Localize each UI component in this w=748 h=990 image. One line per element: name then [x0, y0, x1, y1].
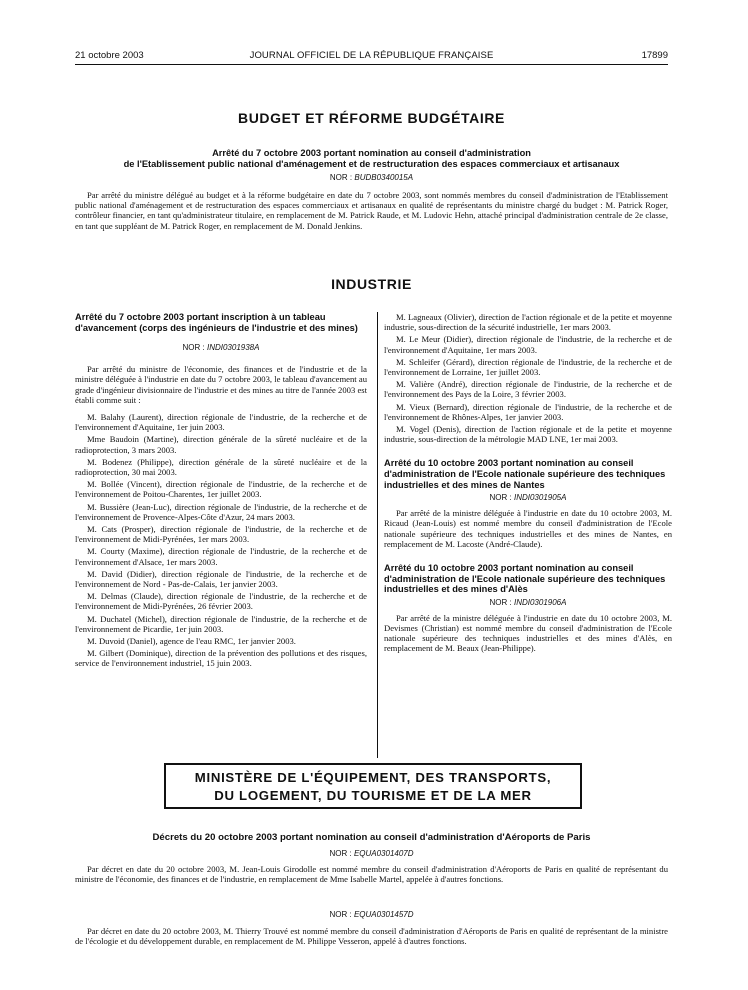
right-column: [384, 312, 672, 656]
header-journal-title: JOURNAL OFFICIEL DE LA RÉPUBLIQUE FRANÇAISE: [249, 50, 494, 61]
nor-label: NOR :: [489, 597, 512, 607]
ales-article-body: [384, 613, 672, 654]
paragraph: M. Vogel (Denis), direction de l'action régionale et de la petite et moyenne industrie, sous-direction de la métrologie MAD LNE, 1er mai 2003.: [384, 424, 672, 445]
paragraph: M. Valière (André), direction régionale de l'industrie, de la recherche et de l'environnement des Pays de la Loire, 3 février 2003.: [384, 379, 672, 400]
paragraph: M. Duchatel (Michel), direction régionale de l'industrie, de la recherche et de l'environnement de Picardie, 1er juin 2003.: [75, 613, 367, 634]
ales-article-title: Arrêté du 10 octobre 2003 portant nomination au conseil d'administration de l'Ecole nationale supérieure des techniques industrielles et des mines d'Alès: [384, 563, 666, 595]
section-title-budget: BUDGET ET RÉFORME BUDGÉTAIRE: [238, 110, 505, 126]
paragraph: Par arrêté de la ministre déléguée à l'industrie en date du 10 octobre 2003, M. Ricaud (Jean-Louis) est nommé membre du conseil d'administration de l'Ecole nationale supérieure des techniques industrielles et des mines de Nantes, en remplacement de M. Lacoste (André-Claude).: [384, 508, 672, 549]
budget-title-line1: Arrêté du 7 octobre 2003 portant nomination au conseil d'administration: [212, 148, 531, 158]
running-header: [75, 50, 668, 64]
paragraph: Mme Baudoin (Martine), direction générale de la sûreté nucléaire et de la radioprotection, 3 mars 2003.: [75, 434, 367, 455]
left-column: [75, 312, 367, 671]
nor-code: BUDB0340015A: [354, 173, 414, 182]
decree-nor-2: [75, 910, 668, 919]
decree-title-block: [75, 833, 668, 844]
nor-label: NOR :: [489, 493, 512, 503]
section-title-industrie: INDUSTRIE: [331, 276, 412, 292]
nor-code: INDI0301905A: [513, 493, 567, 503]
decree-title: Décrets du 20 octobre 2003 portant nomination au conseil d'administration d'Aéroports de Paris: [152, 832, 591, 843]
decree-body-1: [75, 864, 668, 884]
nantes-article-title: Arrêté du 10 octobre 2003 portant nomination au conseil d'administration de l'Ecole nationale supérieure des techniques industrielles et des mines de Nantes: [384, 458, 666, 490]
ministry-heading-box: [164, 763, 582, 809]
paragraph: M. Balahy (Laurent), direction régionale de l'industrie, de la recherche et de l'environnement d'Aquitaine, 1er juin 2003.: [75, 412, 367, 433]
paragraph: Par décret en date du 20 octobre 2003, M. Thierry Trouvé est nommé membre du conseil d'administration d'Aéroports de Paris en qualité de représentant de la ministre de l'écologie et du développement durable, en remplacement de M. Philippe Vesseron, appelé à d'autres fonctions.: [75, 926, 668, 947]
budget-title-line2: de l'Etablissement public national d'aménagement et de restructuration des espaces commerciaux et artisanaux: [123, 158, 620, 169]
nor-code: EQUA0301407D: [353, 849, 414, 858]
nor-label: NOR :: [182, 343, 205, 353]
decree-body-2: [75, 926, 668, 946]
header-rule: [75, 64, 668, 65]
paragraph: M. Courty (Maxime), direction régionale de l'industrie, de la recherche et de l'environnement d'Alsace, 1er mars 2003.: [75, 546, 367, 567]
right-list: [384, 312, 672, 444]
paragraph: Par arrêté de la ministre déléguée à l'industrie en date du 10 octobre 2003, M. Devismes (Christian) est nommé membre du conseil d'administration de l'Ecole nationale supérieure des techniques industrielles et des mines d'Alès, en remplacement de M. Beaux (Jean-Philippe).: [384, 612, 672, 654]
paragraph: M. Lagneaux (Olivier), direction de l'action régionale et de la petite et moyenne industrie, sous-direction de la sécurité industrielle, 1er mars 2003.: [384, 312, 672, 333]
paragraph: M. Gilbert (Dominique), direction de la prévention des pollutions et des risques, service de l'environnement industriel, 15 juin 2003.: [75, 648, 367, 669]
nor-label: NOR :: [329, 849, 352, 858]
paragraph: M. Le Meur (Didier), direction régionale de l'industrie, de la recherche et de l'environnement d'Aquitaine, 1er mars 2003.: [384, 334, 672, 355]
budget-paragraph: Par arrêté du ministre délégué au budget et à la réforme budgétaire en date du 7 octobre 2003, sont nommés membres du conseil d'administration de l'Etablissement public national d'aménagement et de restructuration des espaces commerciaux et artisanaux en qualité de représentants du ministre chargé du budget : M. Patrick Roger, contrôleur financier, en tant qu'administrateur titulaire, en remplacement de M. Patrick Raude, et M. Ludovic Hehn, attaché principal d'administration centrale de 2e classe, en tant que suppléant de M. Patrick Roger, en remplacement de M. Donald Jenkins.: [75, 190, 668, 231]
paragraph: M. David (Didier), direction régionale de l'industrie, de la recherche et de l'environnement de Nord - Pas-de-Calais, 1er janvier 2003.: [75, 568, 367, 590]
paragraph: Par arrêté du ministre de l'économie, des finances et de l'industrie et de la ministre déléguée à l'industrie en date du 7 octobre 2003, le tableau d'avancement au grade d'ingénieur divisionnaire de l'industrie et des mines au titre de l'année 2003 est établi comme suit :: [75, 364, 367, 405]
ministry-line2: DU LOGEMENT, DU TOURISME ET DE LA MER: [214, 788, 532, 803]
nor-label: NOR :: [329, 910, 352, 919]
paragraph: M. Vieux (Bernard), direction régionale de l'industrie, de la recherche et de l'environnement de Rhônes-Alpes, 1er janvier 2003.: [384, 401, 672, 422]
nor-code: EQUA0301457D: [353, 910, 414, 919]
nor-label: NOR :: [329, 173, 353, 182]
header-page-number: 17899: [641, 50, 668, 61]
ales-article-nor: [384, 598, 672, 607]
column-divider: [377, 312, 378, 758]
paragraph: M. Schleifer (Gérard), direction régionale de l'industrie, de la recherche et de l'environnement de Lorraine, 1er juillet 2003.: [384, 356, 672, 378]
budget-body: [75, 190, 668, 231]
paragraph: M. Bussière (Jean-Luc), direction régionale de l'industrie, de la recherche et de l'environnement de Provence-Alpes-Côte d'Azur, 24 mars 2003.: [75, 501, 367, 522]
paragraph: M. Bollée (Vincent), direction régionale de l'industrie, de la recherche et de l'environnement de Poitou-Charentes, 1er juillet 2003.: [75, 479, 367, 500]
left-article-body: [75, 364, 367, 668]
paragraph: M. Delmas (Claude), direction régionale de l'industrie, de la recherche et de l'environnement de Midi-Pyrénées, 26 février 2003.: [75, 591, 367, 612]
budget-article-title: [75, 148, 668, 169]
left-article-title: Arrêté du 7 octobre 2003 portant inscription à un tableau d'avancement (corps des ingénieurs de l'industrie et des mines): [75, 312, 358, 333]
header-date: 21 octobre 2003: [75, 50, 144, 61]
budget-nor: [75, 173, 668, 182]
paragraph: M. Duvoid (Daniel), agence de l'eau RMC, 1er janvier 2003.: [87, 636, 296, 647]
paragraph: M. Bodenez (Philippe), direction générale de la sûreté nucléaire et de la radioprotection, 30 mai 2003.: [75, 456, 367, 478]
decree-nor-1: [75, 849, 668, 858]
left-article-nor: [75, 343, 367, 352]
nor-code: INDI0301938A: [206, 343, 260, 353]
paragraph: Par décret en date du 20 octobre 2003, M. Jean-Louis Girodolle est nommé membre du conseil d'administration d'Aéroports de Paris en qualité de représentant du ministre de l'économie, des finances et de l'industrie, en remplacement de Mme Isabelle Martel, appelée à d'autres fonctions.: [75, 864, 668, 885]
nantes-article-body: [384, 508, 672, 549]
nor-code: INDI0301906A: [513, 597, 567, 607]
paragraph: M. Cats (Prosper), direction régionale de l'industrie, de la recherche et de l'environnement de Midi-Pyrénées, 1er mars 2003.: [75, 524, 367, 545]
ministry-line1: MINISTÈRE DE L'ÉQUIPEMENT, DES TRANSPORTS,: [194, 770, 552, 785]
nantes-article-nor: [384, 493, 672, 502]
